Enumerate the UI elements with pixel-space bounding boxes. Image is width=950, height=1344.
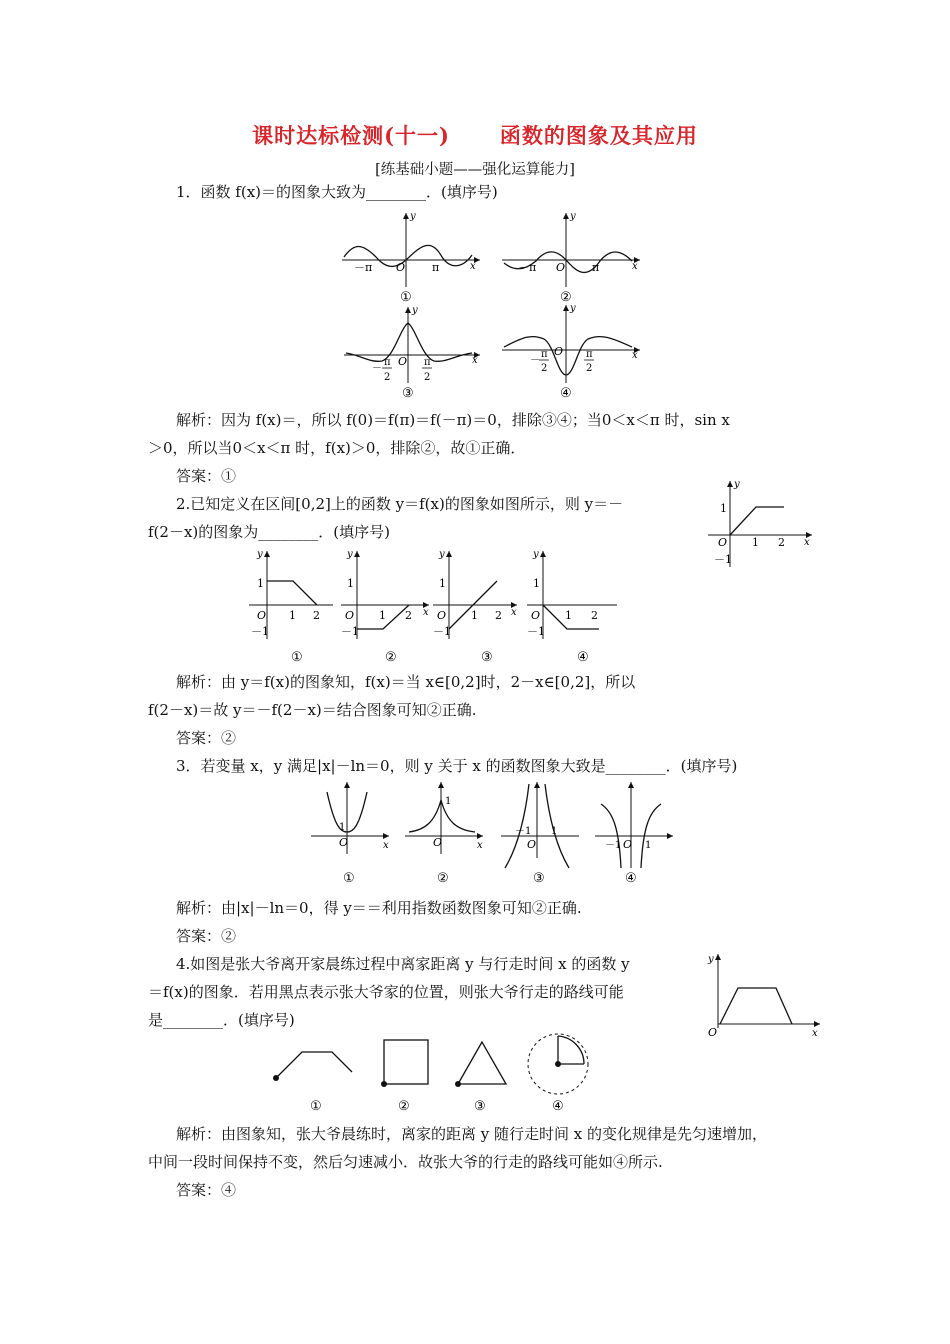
q1-g3-neg-sign: － — [372, 363, 382, 374]
q1-label-4: ④ — [560, 386, 572, 401]
q2-o1-origin: O — [257, 609, 267, 622]
q1-g2-tick-pi: π — [592, 261, 600, 274]
q4-stem-1: 4.如图是张大爷离开家晨练过程中离家距离 y 与行走时间 x 的函数 y — [176, 955, 630, 973]
q1-g1-origin: O — [396, 261, 406, 274]
q1-label-3: ③ — [402, 386, 414, 401]
q1-analysis-1: 解析：因为 f(x)＝，所以 f(0)＝f(π)＝f(－π)＝0，排除③④；当0＜x＜π 时，sin x — [176, 411, 730, 429]
q2-given-tick-x1: 1 — [752, 536, 759, 549]
q1-g4-pi-num-2: π — [586, 349, 593, 360]
q4-given-y: y — [708, 954, 714, 965]
q4-given-origin: O — [708, 1026, 718, 1039]
q1-g3-origin: O — [398, 355, 408, 368]
q1-g4-pi-den-2: 2 — [586, 363, 593, 374]
q1-stem: 1．函数 f(x)＝的图象大致为________．(填序号) — [176, 183, 498, 201]
q1-g3-pi-den-1: 2 — [384, 372, 391, 383]
q2-o4-x2: 2 — [591, 609, 598, 622]
q2-o3-x: x — [511, 607, 517, 618]
q1-g1-x-label: x — [470, 261, 476, 272]
q4-given-x: x — [812, 1028, 818, 1039]
q2-given-graph — [700, 475, 820, 575]
q4-analysis-1: 解析：由图象知，张大爷晨练时，离家的距离 y 随行走时间 x 的变化规律是先匀速增加， — [176, 1125, 768, 1143]
q2-o3-y1: 1 — [439, 577, 446, 590]
q1-graph-4 — [502, 303, 640, 383]
q1-label-2: ② — [560, 290, 572, 305]
q2-o3-y: y — [439, 549, 445, 560]
q2-given-tick-neg1: －1 — [714, 553, 732, 566]
q2-option-2-graph — [341, 549, 429, 639]
q3-g4-origin: O — [623, 838, 633, 851]
q2-o2-neg1: －1 — [341, 625, 359, 638]
q3-graph-3 — [501, 782, 579, 868]
q3-graphs — [305, 778, 685, 890]
q2-option-graphs — [245, 545, 625, 670]
q1-g2-tick-neg-pi: －π — [518, 261, 537, 274]
q1-g3-y-label: y — [412, 305, 418, 316]
q1-analysis-2: ＞0，所以当0＜x＜π 时，f(x)＞0，排除②，故①正确． — [148, 439, 526, 457]
q2-o4-origin: O — [531, 609, 541, 622]
q2-o1-y: y — [257, 549, 263, 560]
q2-given-x-label: x — [804, 537, 810, 548]
q1-g2-x-label: x — [632, 261, 638, 272]
q4-label-1: ① — [310, 1099, 322, 1114]
q2-o4-neg1: －1 — [527, 625, 545, 638]
q1-g4-y-label: y — [570, 303, 576, 314]
q1-graph-3 — [344, 305, 480, 383]
q3-g1-x: x — [383, 840, 389, 851]
q2-o1-neg1: －1 — [251, 625, 269, 638]
q3-graph-2 — [405, 782, 483, 854]
q3-g1-origin: O — [339, 836, 349, 849]
q4-label-2: ② — [398, 1099, 410, 1114]
q1-g4-origin: O — [554, 345, 564, 358]
q2-o2-x2: 2 — [405, 609, 412, 622]
q4-route-2 — [381, 1040, 428, 1087]
q1-graph-1 — [342, 211, 480, 287]
q2-o1-x2: 2 — [313, 609, 320, 622]
q3-answer: 答案：② — [176, 927, 237, 945]
q3-g2-tick1: 1 — [445, 796, 452, 807]
q2-option-4-graph — [527, 549, 617, 639]
q3-g3-origin: O — [527, 838, 537, 851]
page-subtitle: [练基础小题——强化运算能力] — [375, 162, 575, 178]
q3-g3-neg1: －1 — [515, 826, 532, 837]
q2-o4-x1: 1 — [565, 609, 572, 622]
q4-route-options — [262, 1030, 602, 1116]
q2-o2-y: y — [347, 549, 353, 560]
q2-label-1: ① — [291, 650, 303, 665]
q2-option-3-graph — [433, 549, 517, 639]
q3-stem: 3．若变量 x，y 满足|x|－ln＝0，则 y 关于 x 的函数图象大致是________．(填序号) — [176, 757, 738, 775]
q2-given-origin: O — [718, 536, 728, 549]
q2-stem-1: 2.已知定义在区间[0,2]上的函数 y＝f(x)的图象如图所示，则 y＝－ — [176, 495, 624, 513]
q2-o4-y: y — [533, 549, 539, 560]
q2-given-tick-x2: 2 — [778, 536, 785, 549]
q1-g2-origin: O — [556, 261, 566, 274]
q2-label-4: ④ — [577, 650, 589, 665]
q1-g4-x-label: x — [632, 350, 638, 361]
page-title: 课时达标检测(十一) 函数的图象及其应用 — [252, 123, 698, 148]
q3-label-4: ④ — [625, 871, 637, 886]
q4-route-3 — [455, 1042, 506, 1087]
q2-o3-x2: 2 — [495, 609, 502, 622]
q2-analysis-1: 解析：由 y＝f(x)的图象知，f(x)＝当 x∈[0,2]时，2－x∈[0,2]，所以 — [176, 673, 636, 691]
q2-label-3: ③ — [481, 650, 493, 665]
q3-g4-neg1: －1 — [605, 840, 622, 851]
q3-g1-tick1: 1 — [339, 822, 346, 833]
q2-o2-x1: 1 — [379, 609, 386, 622]
q4-label-4: ④ — [552, 1099, 564, 1114]
q4-route-4 — [528, 1034, 588, 1094]
q4-given-graph — [700, 948, 824, 1040]
q2-o1-y1: 1 — [257, 577, 264, 590]
q3-g2-origin: O — [433, 836, 443, 849]
q1-g3-x-label: x — [472, 355, 478, 366]
q4-analysis-2: 中间一段时间保持不变，然后匀速减小．故张大爷的行走的路线可能如④所示. — [148, 1153, 663, 1171]
q1-g3-pi-den-2: 2 — [424, 372, 431, 383]
q1-answer: 答案：① — [176, 467, 237, 485]
q1-g4-pi-den-1: 2 — [541, 363, 548, 374]
q1-g1-tick-pi: π — [432, 261, 440, 274]
q2-o1-x1: 1 — [289, 609, 296, 622]
q1-g3-pi-num-2: π — [424, 357, 431, 368]
q2-option-1-graph — [249, 549, 333, 639]
q1-g2-y-label: y — [570, 211, 576, 222]
q1-g1-y-label: y — [410, 211, 416, 222]
q2-o3-x1: 1 — [471, 609, 478, 622]
q2-answer: 答案：② — [176, 729, 237, 747]
q3-g4-tick1: 1 — [645, 840, 652, 851]
q4-answer: 答案：④ — [176, 1181, 237, 1199]
q2-o2-x: x — [423, 607, 429, 618]
q1-graphs — [330, 205, 650, 405]
q1-g1-tick-neg-pi: －π — [354, 261, 373, 274]
q1-g4-pi-num-1: π — [541, 349, 548, 360]
q1-graph-2 — [502, 211, 640, 287]
q3-analysis: 解析：由|x|－ln＝0，得 y＝＝利用指数函数图象可知②正确. — [176, 899, 582, 917]
q3-graph-1 — [311, 782, 389, 854]
q1-g4-neg-sign: － — [530, 355, 540, 366]
q2-o3-origin: O — [437, 609, 447, 622]
q2-o3-neg1: －1 — [433, 625, 451, 638]
q2-label-2: ② — [385, 650, 397, 665]
q1-g3-pi-num-1: π — [384, 357, 391, 368]
q3-g2-x: x — [477, 840, 483, 851]
q4-label-3: ③ — [474, 1099, 486, 1114]
q2-stem-2: f(2－x)的图象为________．(填序号) — [148, 523, 390, 541]
q2-analysis-2: f(2－x)＝故 y＝－f(2－x)＝结合图象可知②正确. — [148, 701, 477, 719]
q2-o4-y1: 1 — [533, 577, 540, 590]
q2-given-tick-y1: 1 — [720, 502, 727, 515]
q3-g3-tick1: 1 — [551, 826, 558, 837]
q2-o2-origin: O — [345, 609, 355, 622]
q4-stem-3: 是________．(填序号) — [148, 1011, 295, 1029]
q3-label-2: ② — [437, 871, 449, 886]
q3-label-1: ① — [343, 871, 355, 886]
q1-label-1: ① — [400, 290, 412, 305]
q2-given-y-label: y — [734, 479, 740, 490]
q4-stem-2: ＝f(x)的图象．若用黑点表示张大爷家的位置，则张大爷行走的路线可能 — [148, 983, 624, 1001]
q3-graph-4 — [595, 782, 673, 868]
q2-o2-y1: 1 — [347, 577, 354, 590]
q3-label-3: ③ — [533, 871, 545, 886]
q4-route-1 — [273, 1052, 352, 1081]
